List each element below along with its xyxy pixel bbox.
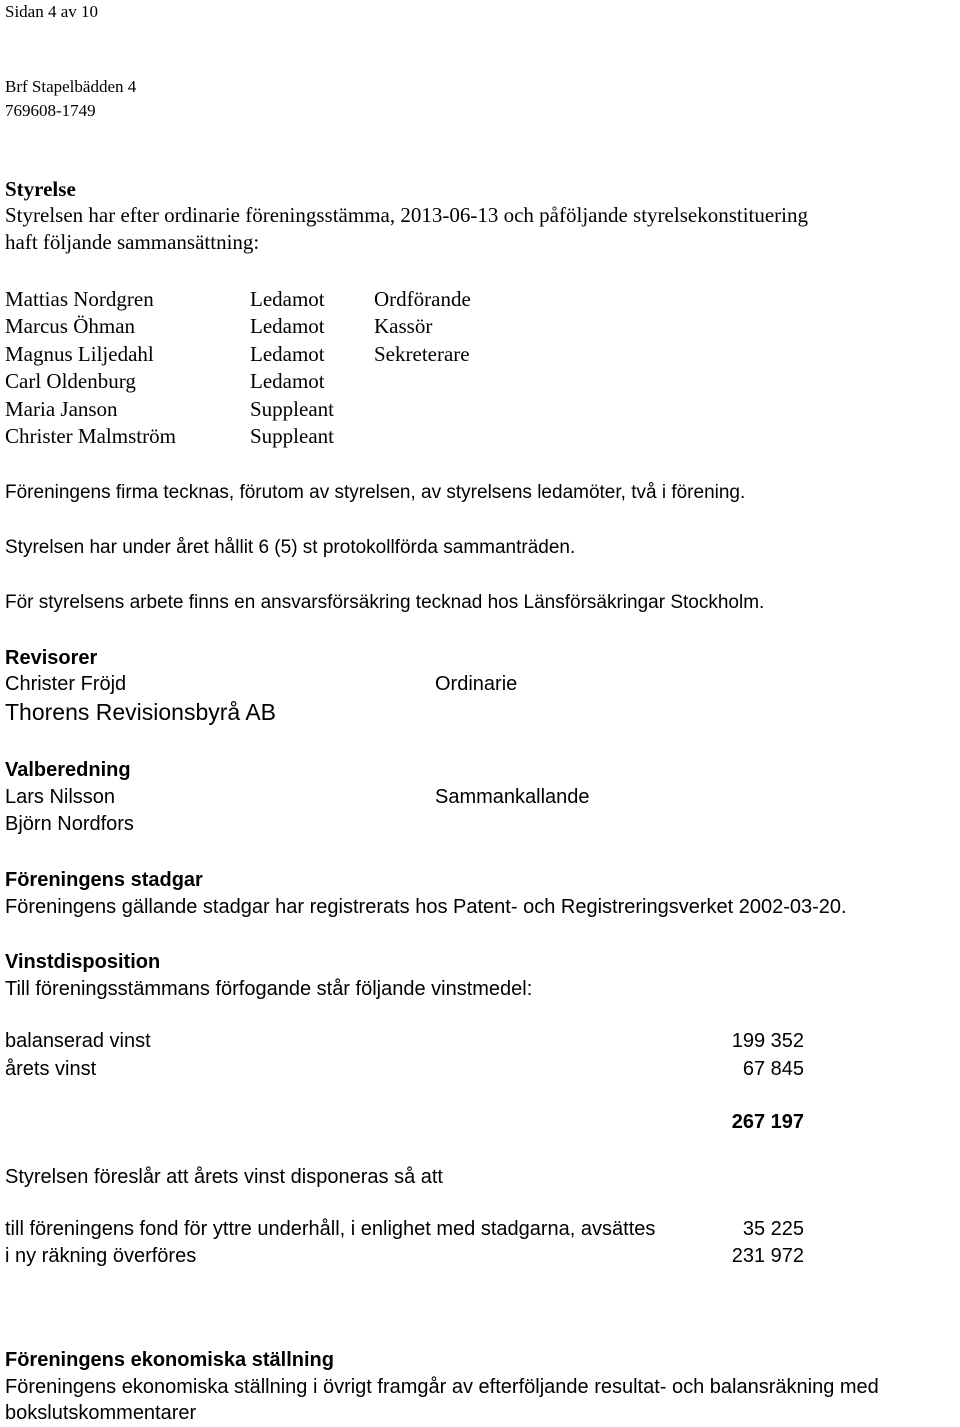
allocation-label: i ny räkning överföres (5, 1245, 197, 1267)
profit-total: 267 197 (731, 1111, 804, 1133)
nomination-member-name: Björn Nordfors (5, 813, 134, 835)
stadgar-heading: Föreningens stadgar (5, 869, 203, 891)
proposal-text: Styrelsen föreslår att årets vinst disponeras så att (5, 1166, 443, 1188)
auditor-name: Christer Fröjd (5, 673, 127, 695)
ekonomi-line1: Föreningens ekonomiska ställning i övrigt framgår av efterföljande resultat- och balansräkning med (5, 1376, 879, 1398)
revisorer-heading: Revisorer (5, 647, 98, 669)
member-name: Maria Janson (5, 397, 118, 421)
page-number: Sidan 4 av 10 (5, 2, 99, 21)
profit-item-label: balanserad vinst (5, 1030, 151, 1052)
stadgar-text: Föreningens gällande stadgar har registrerats hos Patent- och Registreringsverket 2002-03-20. (5, 896, 847, 918)
member-name: Marcus Öhman (5, 314, 136, 338)
auditor-name: Thorens Revisionsbyrå AB (5, 699, 277, 725)
org-number: 769608-1749 (5, 101, 96, 120)
org-name: Brf Stapelbädden 4 (5, 77, 137, 96)
member-name: Mattias Nordgren (5, 287, 154, 311)
profit-item-value: 199 352 (731, 1030, 804, 1052)
profit-item-value: 67 845 (742, 1058, 804, 1080)
meetings-text: Styrelsen har under året hållit 6 (5) st protokollförda sammanträden. (5, 537, 576, 558)
member-name: Carl Oldenburg (5, 369, 136, 393)
allocation-value: 35 225 (742, 1218, 804, 1240)
member-name: Christer Malmström (5, 424, 176, 448)
ekonomi-line2: bokslutskommentarer (5, 1402, 197, 1424)
member-role: Suppleant (250, 424, 334, 448)
valberedning-heading: Valberedning (5, 759, 131, 781)
member-function: Ordförande (374, 287, 471, 311)
insurance-text: För styrelsens arbete finns en ansvarsförsäkring tecknad hos Länsförsäkringar Stockholm. (5, 592, 765, 613)
member-role: Suppleant (250, 397, 334, 421)
auditor-role: Ordinarie (435, 673, 518, 695)
styrelse-intro-line2: haft följande sammansättning: (5, 230, 260, 254)
member-role: Ledamot (250, 314, 325, 338)
styrelse-heading: Styrelse (5, 177, 76, 201)
vinstdisposition-heading: Vinstdisposition (5, 951, 161, 973)
member-name: Magnus Liljedahl (5, 342, 154, 366)
ekonomi-heading: Föreningens ekonomiska ställning (5, 1349, 334, 1371)
profit-item-label: årets vinst (5, 1058, 97, 1080)
member-role: Ledamot (250, 287, 325, 311)
member-role: Ledamot (250, 369, 325, 393)
nomination-member-role: Sammankallande (435, 786, 590, 808)
member-function: Sekreterare (374, 342, 470, 366)
styrelse-intro-line1: Styrelsen har efter ordinarie föreningsstämma, 2013-06-13 och påföljande styrelsekonstituering (5, 203, 809, 227)
allocation-value: 231 972 (731, 1245, 804, 1267)
allocation-label: till föreningens fond för yttre underhåll, i enlighet med stadgarna, avsättes (5, 1218, 656, 1240)
vinstdisposition-intro: Till föreningsstämmans förfogande står följande vinstmedel: (5, 978, 533, 1000)
member-function: Kassör (374, 314, 433, 338)
member-role: Ledamot (250, 342, 325, 366)
nomination-member-name: Lars Nilsson (5, 786, 116, 808)
signing-text: Föreningens firma tecknas, förutom av styrelsen, av styrelsens ledamöter, två i förening. (5, 482, 746, 503)
